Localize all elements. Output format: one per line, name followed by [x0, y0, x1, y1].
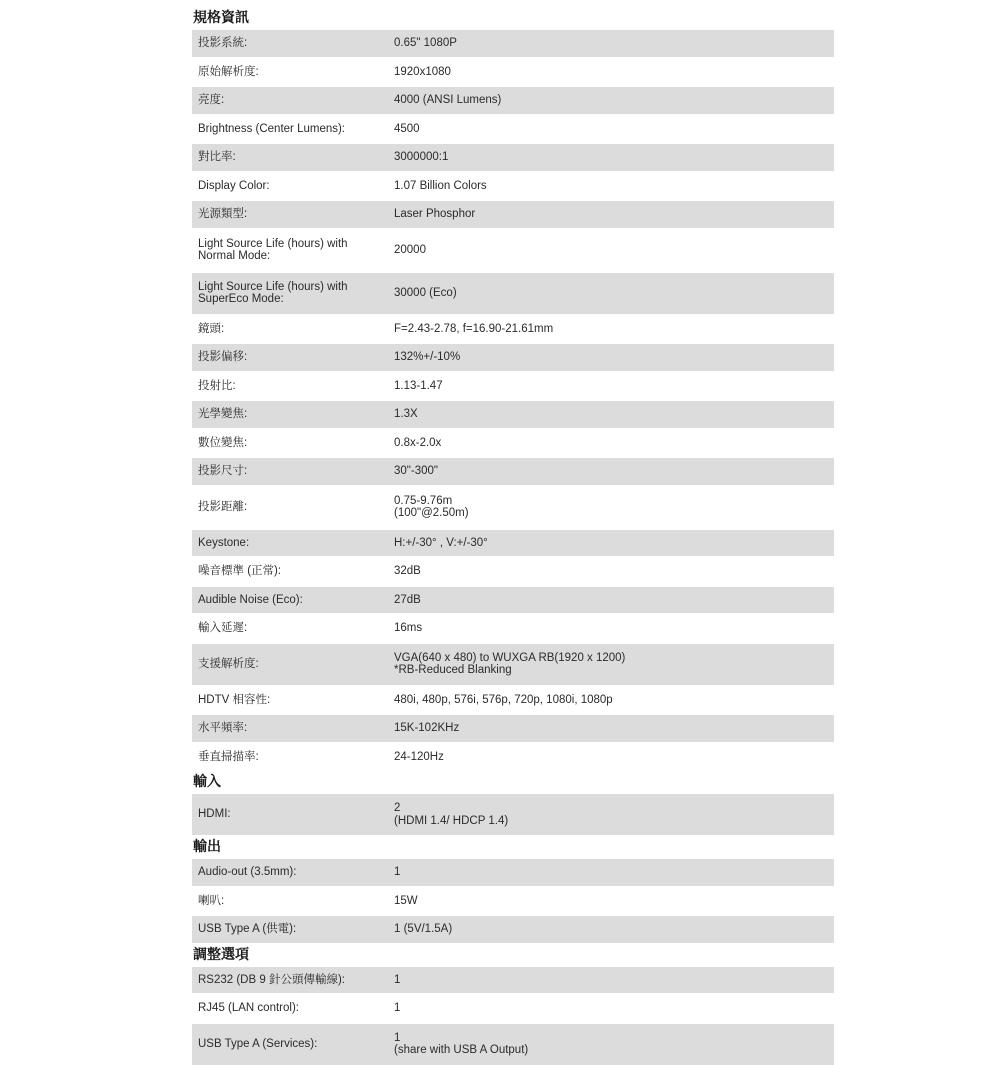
- spec-label: Audible Noise (Eco):: [192, 586, 388, 615]
- spec-row: [192, 429, 834, 458]
- spec-value: 0.75-9.76m (100"@2.50m): [388, 486, 834, 529]
- spec-row: [192, 686, 834, 715]
- spec-row: [192, 457, 834, 486]
- spec-label: Light Source Life (hours) with Normal Mode:: [192, 229, 388, 272]
- spec-value: 0.8x-2.0x: [388, 429, 834, 458]
- spec-value: 27dB: [388, 586, 834, 615]
- spec-row: [192, 966, 834, 995]
- spec-row: [192, 643, 834, 686]
- spec-value: 1.13-1.47: [388, 372, 834, 401]
- spec-label: RJ45 (LAN control):: [192, 994, 388, 1023]
- spec-label: 輸入延遲:: [192, 614, 388, 643]
- spec-row: [192, 557, 834, 586]
- spec-row: [192, 887, 834, 916]
- spec-row: [192, 743, 834, 771]
- section-title: 規格資訊: [193, 9, 249, 25]
- spec-row: [192, 315, 834, 344]
- spec-value: F=2.43-2.78, f=16.90-21.61mm: [388, 315, 834, 344]
- spec-value: 1: [388, 994, 834, 1023]
- spec-label: Brightness (Center Lumens):: [192, 115, 388, 144]
- spec-row: [192, 86, 834, 115]
- spec-label: 投影尺寸:: [192, 457, 388, 486]
- spec-row: [192, 614, 834, 643]
- spec-value: 30000 (Eco): [388, 272, 834, 315]
- spec-value: 1.3X: [388, 400, 834, 429]
- spec-row: [192, 994, 834, 1023]
- spec-value: 20000: [388, 229, 834, 272]
- spec-label: 投影系統:: [192, 29, 388, 58]
- spec-label: Light Source Life (hours) with SuperEco Mode:: [192, 272, 388, 315]
- spec-value: 30"-300": [388, 457, 834, 486]
- spec-value: 4500: [388, 115, 834, 144]
- spec-row: [192, 58, 834, 87]
- spec-value: VGA(640 x 480) to WUXGA RB(1920 x 1200) *RB-Reduced Blanking: [388, 643, 834, 686]
- spec-value: 1: [388, 966, 834, 995]
- spec-table: [192, 28, 834, 770]
- spec-label: 支援解析度:: [192, 643, 388, 686]
- spec-table: [192, 857, 834, 943]
- spec-label: 噪音標準 (正常):: [192, 557, 388, 586]
- spec-row: [192, 343, 834, 372]
- spec-label: Keystone:: [192, 529, 388, 558]
- spec-value: 4000 (ANSI Lumens): [388, 86, 834, 115]
- spec-value: 0.65" 1080P: [388, 29, 834, 58]
- spec-label: 投射比:: [192, 372, 388, 401]
- spec-value: 132%+/-10%: [388, 343, 834, 372]
- spec-value: Laser Phosphor: [388, 200, 834, 229]
- spec-label: 數位變焦:: [192, 429, 388, 458]
- spec-value: 1920x1080: [388, 58, 834, 87]
- spec-label: Display Color:: [192, 172, 388, 201]
- spec-value: 1.07 Billion Colors: [388, 172, 834, 201]
- spec-row: [192, 586, 834, 615]
- spec-label: HDMI:: [192, 793, 388, 835]
- spec-row: [192, 1023, 834, 1065]
- spec-row: [192, 29, 834, 58]
- spec-row: [192, 143, 834, 172]
- spec-row: [192, 529, 834, 558]
- spec-label: 水平頻率:: [192, 714, 388, 743]
- spec-value: 1 (5V/1.5A): [388, 915, 834, 943]
- spec-row: [192, 915, 834, 943]
- spec-label: 垂直掃描率:: [192, 743, 388, 771]
- spec-label: 鏡頭:: [192, 315, 388, 344]
- section-title: 調整選項: [193, 945, 249, 962]
- spec-row: [192, 200, 834, 229]
- spec-row: [192, 229, 834, 272]
- spec-row: [192, 115, 834, 144]
- spec-value: 1 (share with USB A Output): [388, 1023, 834, 1065]
- spec-label: Audio-out (3.5mm):: [192, 858, 388, 887]
- spec-value: 16ms: [388, 614, 834, 643]
- spec-sheet: [192, 6, 834, 1065]
- spec-value: 32dB: [388, 557, 834, 586]
- spec-table: [192, 965, 834, 1065]
- spec-value: 15W: [388, 887, 834, 916]
- spec-row: [192, 172, 834, 201]
- spec-label: RS232 (DB 9 針公頭傳輸線):: [192, 966, 388, 995]
- section-title: 輸出: [193, 838, 221, 854]
- spec-row: [192, 486, 834, 529]
- spec-value: 480i, 480p, 576i, 576p, 720p, 1080i, 1080p: [388, 686, 834, 715]
- spec-label: 喇叭:: [192, 887, 388, 916]
- spec-table: [192, 792, 834, 835]
- spec-value: H:+/-30° , V:+/-30°: [388, 529, 834, 558]
- spec-label: 對比率:: [192, 143, 388, 172]
- spec-label: HDTV 相容性:: [192, 686, 388, 715]
- spec-value: 15K-102KHz: [388, 714, 834, 743]
- spec-label: 投影距離:: [192, 486, 388, 529]
- spec-row: [192, 400, 834, 429]
- spec-label: 亮度:: [192, 86, 388, 115]
- spec-label: 原始解析度:: [192, 58, 388, 87]
- spec-row: [192, 793, 834, 835]
- spec-value: 24-120Hz: [388, 743, 834, 771]
- spec-label: USB Type A (Services):: [192, 1023, 388, 1065]
- spec-value: 3000000:1: [388, 143, 834, 172]
- spec-value: 1: [388, 858, 834, 887]
- spec-row: [192, 372, 834, 401]
- spec-label: 投影偏移:: [192, 343, 388, 372]
- spec-row: [192, 272, 834, 315]
- spec-label: 光學變焦:: [192, 400, 388, 429]
- spec-row: [192, 714, 834, 743]
- section-title: 輸入: [193, 773, 221, 789]
- spec-row: [192, 858, 834, 887]
- spec-label: 光源類型:: [192, 200, 388, 229]
- spec-value: 2 (HDMI 1.4/ HDCP 1.4): [388, 793, 834, 835]
- spec-label: USB Type A (供電):: [192, 915, 388, 943]
